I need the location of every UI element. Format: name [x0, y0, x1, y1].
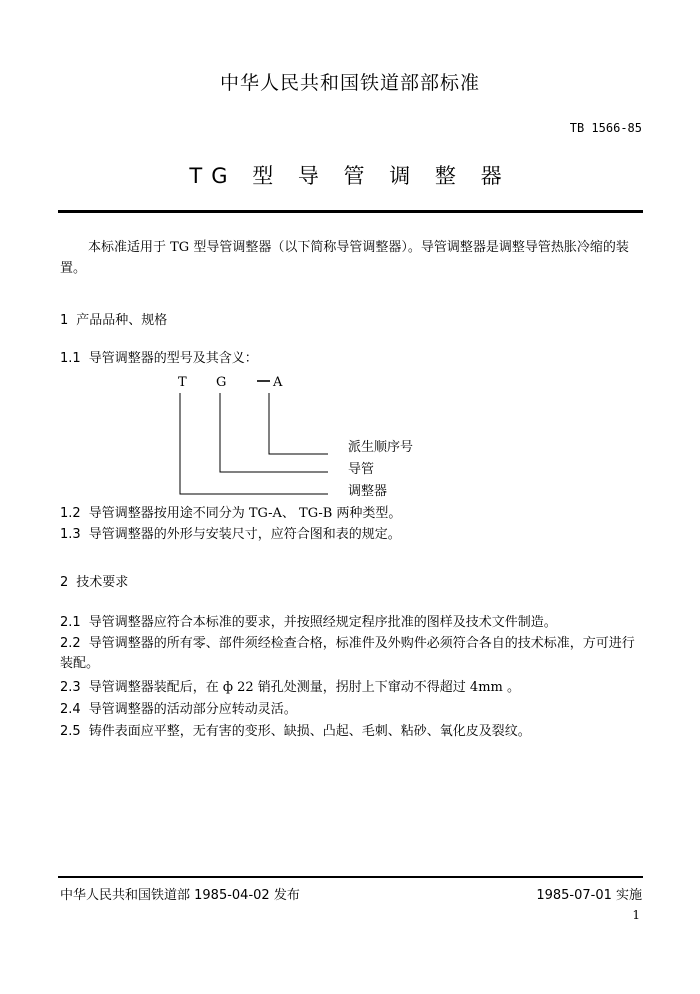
item-2-1 — [60, 613, 642, 633]
item-2-1-number: 2.1 — [60, 615, 81, 630]
header-rule — [58, 210, 643, 213]
section-2-heading — [60, 571, 128, 590]
item-2-3 — [60, 678, 642, 698]
issue-date: 中华人民共和国铁道部 1985-04-02 发布 — [60, 888, 300, 903]
item-1-1-number: 1.1 — [60, 351, 81, 366]
organization-title: 中华人民共和国铁道部部标准 — [219, 72, 480, 94]
item-1-3-number: 1.3 — [60, 527, 81, 542]
item-2-4-text: 导管调整器的活动部分应转动灵活。 — [88, 702, 297, 717]
diagram-letter-a: A — [273, 375, 283, 390]
item-2-5-text: 铸件表面应平整，无有害的变形、缺损、凸起、毛刺、粘砂、氧化皮及裂纹。 — [88, 724, 531, 739]
diagram-line-g — [220, 393, 328, 472]
diagram-letter-t: T — [178, 375, 187, 390]
diagram-line-a — [269, 393, 328, 454]
item-1-2-number: 1.2 — [60, 506, 81, 521]
standard-number: TB 1566-85 — [569, 121, 642, 135]
item-2-3-number: 2.3 — [60, 680, 81, 695]
item-1-2-text: 导管调整器按用途不同分为 TG-A、 TG-B 两种类型。 — [88, 506, 402, 521]
item-1-3 — [60, 525, 642, 545]
diagram-letter-g: G — [216, 375, 227, 390]
footer-rule — [58, 876, 643, 878]
item-2-3-text: 导管调整器装配后，在 ф 22 销孔处测量，拐肘上下窜动不得超过 4mm 。 — [88, 680, 520, 695]
section-1-number: 1 — [60, 313, 69, 328]
effective-date: 1985-07-01 实施 — [536, 888, 642, 903]
section-2-number: 2 — [60, 575, 69, 590]
item-2-2-number: 2.2 — [60, 636, 81, 651]
section-1-title: 产品品种、规格 — [76, 313, 168, 328]
item-2-5 — [60, 722, 642, 742]
item-2-2-text: 导管调整器的所有零、部件须经检查合格，标准件及外购件必须符合各自的技术标准，方可进行装配。 — [60, 636, 635, 671]
section-1-heading — [60, 309, 167, 328]
diagram-label-derived: 派生顺序号 — [348, 440, 414, 455]
item-2-4-number: 2.4 — [60, 702, 81, 717]
item-1-1-text: 导管调整器的型号及其含义： — [88, 351, 258, 366]
item-2-1-text: 导管调整器应符合本标准的要求，并按照经规定程序批准的图样及技术文件制造。 — [88, 615, 557, 630]
section-2-title: 技术要求 — [76, 575, 129, 590]
diagram-line-t — [180, 393, 328, 494]
document-title: TG 型 导 管 调 整 器 — [189, 164, 511, 188]
diagram-label-conduit: 导管 — [348, 462, 375, 477]
item-2-2 — [60, 634, 642, 674]
item-2-4 — [60, 700, 642, 720]
model-designation-diagram — [0, 366, 700, 502]
item-2-5-number: 2.5 — [60, 724, 81, 739]
intro-paragraph: 本标准适用于 TG 型导管调整器（以下简称导管调整器）。导管调整器是调整导管热胀冷缩的装置。 — [60, 240, 629, 276]
page-number: 1 — [632, 908, 640, 922]
item-1-2 — [60, 504, 642, 524]
item-1-3-text: 导管调整器的外形与安装尺寸，应符合图和表的规定。 — [88, 527, 401, 542]
diagram-label-adjuster: 调整器 — [348, 484, 388, 499]
